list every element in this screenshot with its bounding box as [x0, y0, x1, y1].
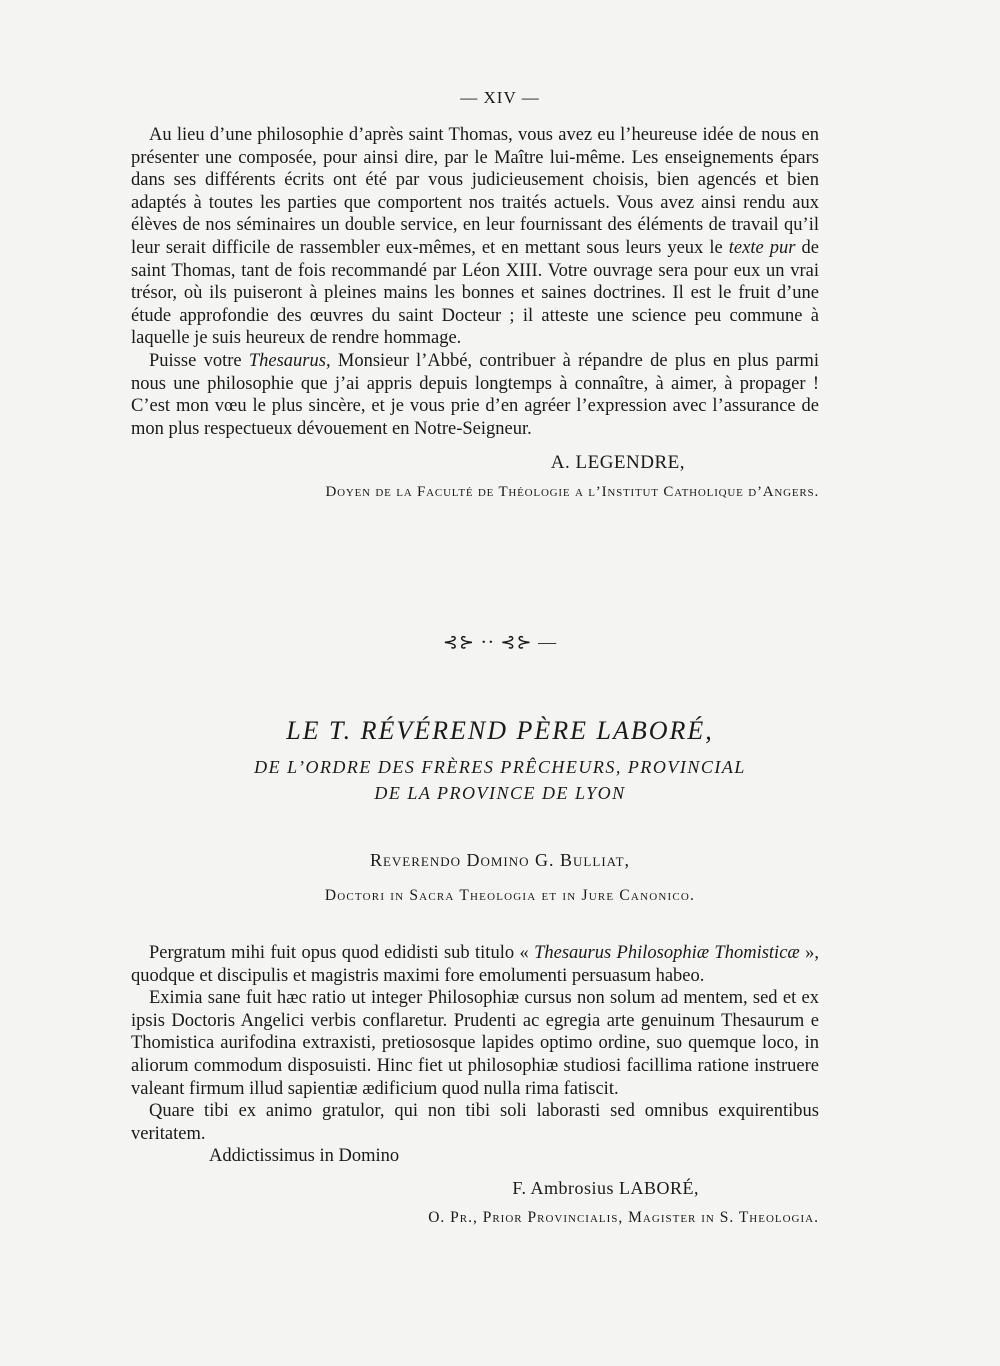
page-number: — XIV — [460, 88, 540, 107]
section-heading [0, 716, 1000, 806]
text-run: Puisse votre [149, 350, 249, 371]
text-run: de saint Thomas, tant de fois recommandé par Léon XIII. Votre ouvrage sera pour eux un vrai trésor, où ils puiseront à pleines mains les bonnes et saines doctrines. Il est le fruit d’une étude approfondie des œuvres du saint Docteur ; il atteste une science peu commune à laquelle je suis heureux de rendre hommage. [131, 237, 819, 349]
signature-name: F. Ambrosius LABORÉ, [512, 1177, 699, 1198]
emphasis: Thesaurus Philosophiæ Thomisticæ [534, 943, 800, 963]
text-run: Au lieu d’une philosophie d’après saint Thomas, vous avez eu l’heureuse idée de nous en présenter une composée, pour ainsi dire, par le Maître lui-même. Les enseignements épars dans ses différents écrits ont été par vous judicieusement choisis, bien agencés et bien adaptés à toutes les parties que comportent nos traités actuels. Vous avez ainsi rendu aux élèves de nos séminaires un double service, en leur fournissant des éléments de travail qu’il leur serait difficile de rassembler eux-mêmes, et en mettant sous leurs yeux le [131, 125, 819, 258]
letter-labore [131, 942, 819, 1227]
letter-legendre [131, 124, 819, 501]
text-run: , Monsieur l’Abbé, contribuer à répandre de plus en plus parmi nous une philosophie que j’ai appris depuis longtemps à connaître, à aimer, à propager ! C’est mon vœu le plus sincère, et je vous prie d’en agréer l’expression avec l’assurance de mon plus respectueux dévouement en Notre-Seigneur. [131, 350, 819, 439]
text-run: Pergratum mihi fuit opus quod edidisti sub titulo « [149, 943, 535, 963]
emphasis: texte pur [728, 237, 796, 258]
paragraph: Quare tibi ex animo gratulor, qui non tibi soli laborasti sed omnibus exquirentibus veritatem. [131, 1101, 819, 1144]
paragraph [131, 942, 819, 987]
signature-title: Doyen de la Faculté de Théologie a l’Institut Catholique d’Angers. [325, 484, 819, 501]
addressee [0, 850, 1000, 905]
text-run: », quodque et discipulis et magistris maximi fore emolumenti persuasum habeo. [131, 943, 819, 986]
heading-line: DE L’ORDRE DES FRÈRES PRÊCHEURS, PROVINCIAL [254, 757, 746, 777]
paragraph: Eximia sane fuit hæc ratio ut integer Philosophiæ cursus non solum ad mentem, sed et ex ipsis Doctoris Angelici verbis conflaretur. Prudenti ac egregia arte genuinum Thesaurum e Thomistica aurifodina extraxisti, pretiososque lapides optimo ordine, suo quemque loco, in aliorum commodum disposuisti. Hinc fiet ut philosophiæ studiosi facillima ratione instruere valeant firmum illud sapientiæ ædificium quod nulla rima fatiscit. [131, 988, 819, 1099]
signature-title: O. Pr., Prior Provincialis, Magister in S. Theologia. [428, 1208, 819, 1226]
emphasis: Thesaurus [248, 350, 326, 371]
heading-line: LE T. RÉVÉREND PÈRE LABORÉ, [286, 716, 714, 745]
addressee-name: Reverendo Domino G. Bulliat, [369, 850, 631, 870]
heading-line: DE LA PROVINCE DE LYON [374, 783, 626, 803]
closing-formula: Addictissimus in Domino [209, 1146, 400, 1167]
ornament-divider: ⊰⊱ ⋅⋅ ⊰⊱ — [442, 632, 558, 652]
paragraph [131, 124, 819, 350]
paragraph [131, 350, 819, 440]
signature-name: A. LEGENDRE, [550, 452, 685, 474]
addressee-role: Doctori in Sacra Theologia et in Jure Canonico. [324, 887, 696, 904]
